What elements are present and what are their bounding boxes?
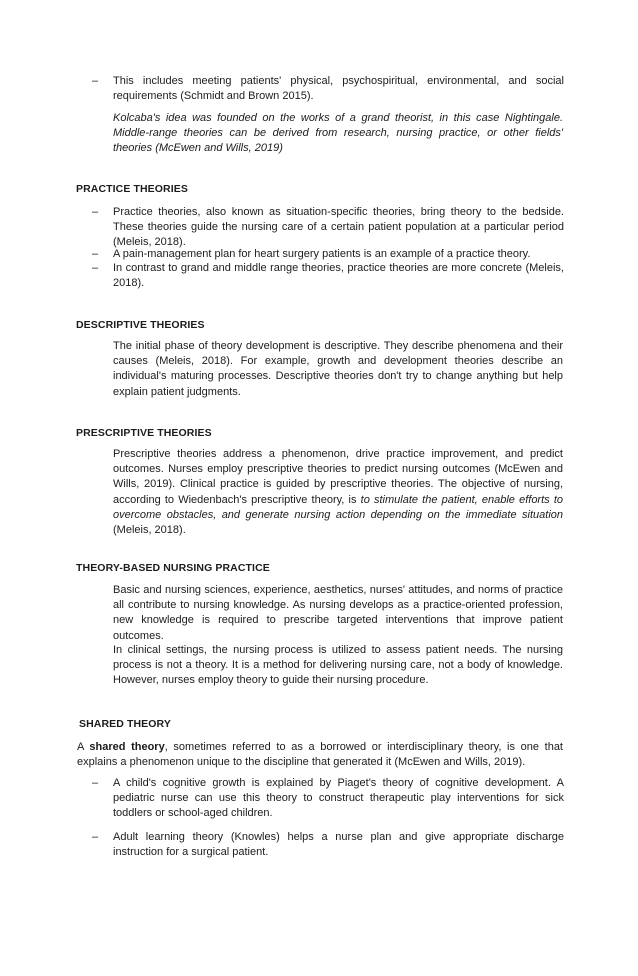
prescriptive-paragraph [113,447,563,538]
prescriptive-text-tail: (Meleis, 2018). [113,524,186,537]
section-heading-practice-theories: PRACTICE THEORIES [76,183,188,195]
practice-bullet-2 [92,247,564,262]
theory-based-paragraph-1-text: Basic and nursing sciences, experience, aesthetics, nurses' attitudes, and norms of practice all contribute to nursing knowledge. As nursing develops as a practice-oriented profession, new knowledge is required to prescribe targeted interventions that improve patient outcomes. [113,584,563,642]
shared-intro-tail: , sometimes referred to as a borrowed or interdisciplinary theory, is one that explains a phenomenon unique to the discipline that generated it (McEwen and Wills, 2019). [77,741,563,769]
shared-bullet-2 [92,830,564,860]
section-heading-prescriptive-theories: PRESCRIPTIVE THEORIES [76,427,212,439]
bullet-text: In contrast to grand and middle range theories, practice theories are more concrete (Meleis, 2018). [113,262,564,290]
shared-theory-intro [77,740,563,770]
shared-intro-bold: shared theory [89,741,165,753]
section-heading-descriptive-theories: DESCRIPTIVE THEORIES [76,319,205,331]
theory-based-paragraph-2 [113,643,563,689]
descriptive-paragraph [113,339,563,400]
bullet-text: Adult learning theory (Knowles) helps a nurse plan and give appropriate discharge instruction for a surgical patient. [113,831,564,859]
bullet-text: Practice theories, also known as situation-specific theories, bring theory to the bedside. These theories guide the nursing care of a certain patient population at a particular period (Meleis, 2018). [113,206,564,249]
section-heading-theory-based-practice: THEORY-BASED NURSING PRACTICE [76,562,270,574]
intro-note [113,111,563,157]
intro-note-text: Kolcaba's idea was founded on the works of a grand theorist, in this case Nightingale. Middle-range theories can be derived from research, nursing practice, or other fields' theories (McEwen and Wills, 2019) [113,112,563,155]
prescriptive-text-italic: to stimulate the patient, enable efforts to overcome obstacles, and generate nursing action depending on the immediate situation [113,493,563,521]
practice-bullet-1 [92,205,564,251]
shared-bullet-1 [92,776,564,822]
bullet-dash: – [92,262,99,274]
theory-based-paragraph-1 [113,583,563,644]
theory-based-paragraph-2-text: In clinical settings, the nursing process is utilized to assess patient needs. The nursing process is not a theory. It is a method for delivering nursing care, not a body of knowledge. However, nurses employ theory to guide their nursing procedure. [113,644,563,687]
shared-intro-lead: A [77,741,90,753]
intro-bullet [92,74,564,104]
bullet-text: A pain-management plan for heart surgery patients is an example of a practice theory. [113,248,531,260]
bullet-dash: – [92,831,99,843]
descriptive-paragraph-text: The initial phase of theory development is descriptive. They describe phenomena and their causes (Meleis, 2018). For example, growth and development theories describe an individual's maturing processes. Descriptive theories don't try to change anything but help explain patient judgments. [113,340,563,398]
shared-theory-intro-text [77,740,563,770]
bullet-text: This includes meeting patients' physical, psychospiritual, environmental, and social requirements (Schmidt and Brown 2015). [113,75,564,103]
bullet-dash: – [92,248,99,260]
bullet-dash: – [92,777,99,789]
prescriptive-text-lead: Prescriptive theories address a phenomenon, drive practice improvement, and predict outcomes. Nurses employ prescriptive theories to predict nursing outcomes (McEwen and Wills, 2019). Clinical practice is guided by prescriptive theories. The objective of nursing, according to Wiedenbach's prescriptive theory, is [113,448,563,506]
section-heading-shared-theory: SHARED THEORY [79,718,171,730]
bullet-text: A child's cognitive growth is explained by Piaget's theory of cognitive development. A pediatric nurse can use this theory to construct therapeutic play interventions for sick toddlers or school-aged children. [113,777,564,820]
bullet-dash: – [92,206,99,218]
bullet-dash: – [92,75,99,87]
prescriptive-paragraph-text [113,447,563,538]
practice-bullet-3 [92,261,564,291]
